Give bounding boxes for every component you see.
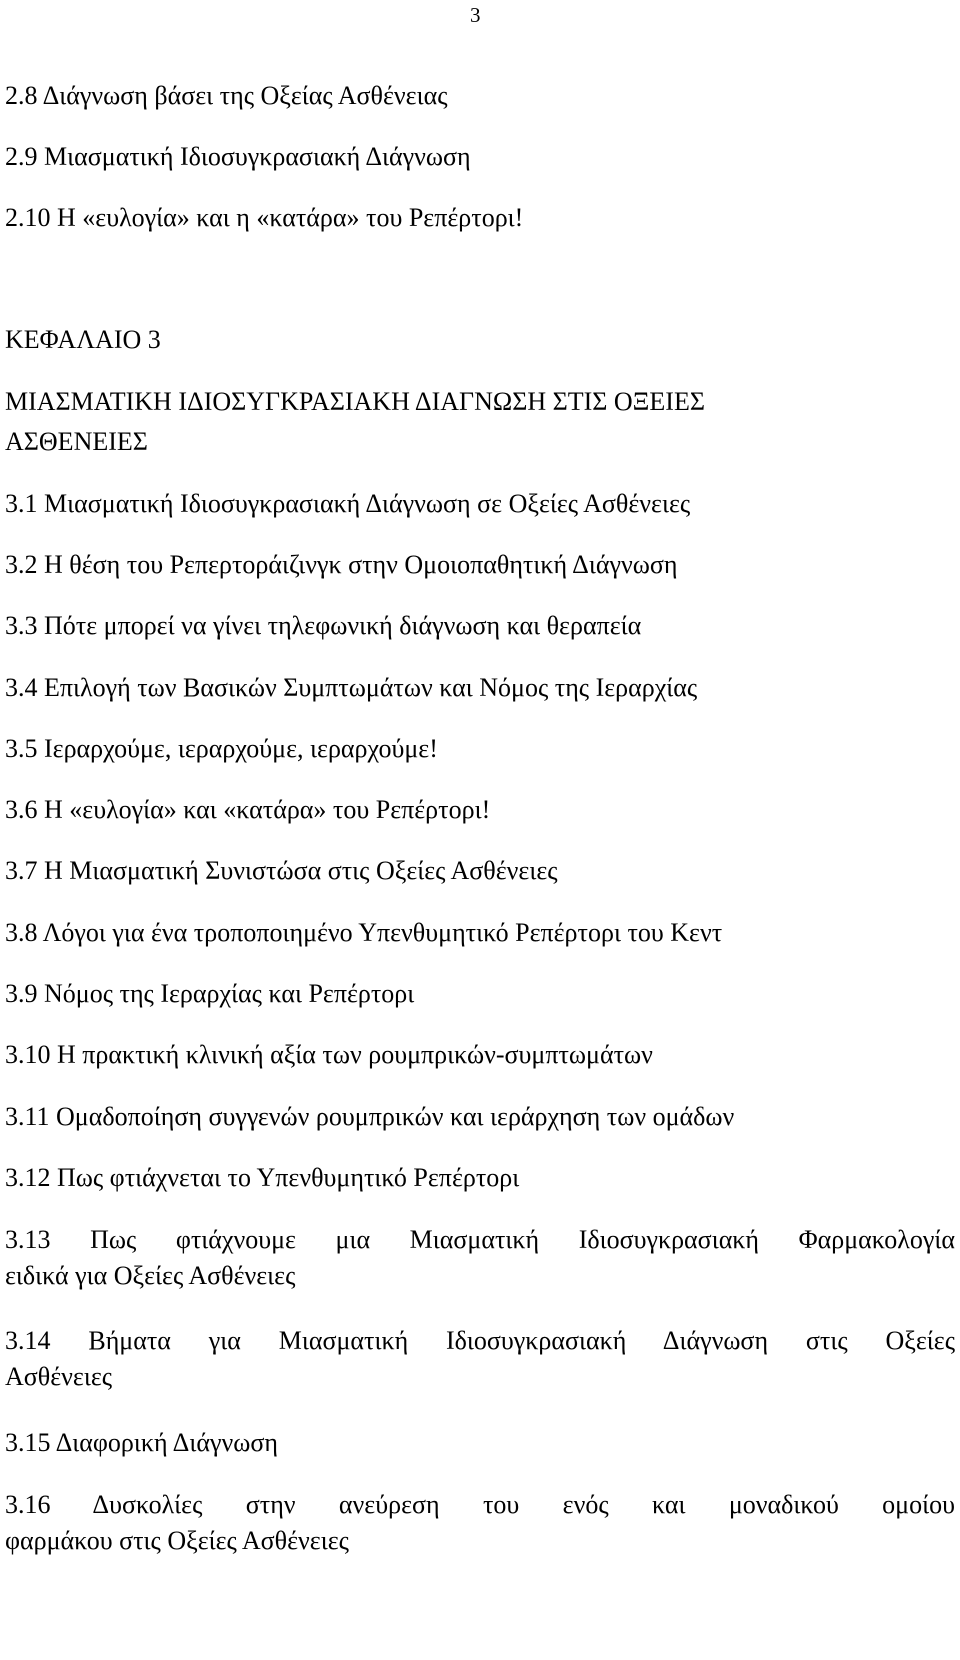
toc-item-3-3: 3.3 Πότε μπορεί να γίνει τηλεφωνική διάγνωση και θεραπεία [5, 611, 642, 640]
toc-item-3-7: 3.7 Η Μιασματική Συνιστώσα στις Οξείες Ασθένειες [5, 856, 558, 885]
toc-item-3-10: 3.10 Η πρακτική κλινική αξία των ρουμπρικών-συμπτωμάτων [5, 1040, 653, 1069]
toc-item-3-1: 3.1 Μιασματική Ιδιοσυγκρασιακή Διάγνωση σε Οξείες Ασθένειες [5, 489, 691, 518]
toc-item-3-15: 3.15 Διαφορική Διάγνωση [5, 1428, 278, 1457]
toc-item-3-4: 3.4 Επιλογή των Βασικών Συμπτωμάτων και Νόμος της Ιεραρχίας [5, 673, 698, 702]
toc-item-3-11: 3.11 Ομαδοποίηση συγγενών ρουμπρικών και ιεράρχηση των ομάδων [5, 1102, 735, 1131]
toc-item-3-14-line2: Ασθένειες [5, 1362, 113, 1391]
chapter-3-label: ΚΕΦΑΛΑΙΟ 3 [5, 325, 161, 354]
chapter-3-title-line1: ΜΙΑΣΜΑΤΙΚΗ ΙΔΙΟΣΥΓΚΡΑΣΙΑΚΗ ΔΙΑΓΝΩΣΗ ΣΤΙΣ ΟΞΕΙΕΣ [5, 387, 705, 416]
toc-item-3-13-line1: 3.13 Πως φτιάχνουμε μια Μιασματική Ιδιοσυγκρασιακή Φαρμακολογία [5, 1225, 955, 1254]
page-number: 3 [470, 3, 481, 27]
toc-item-2-9: 2.9 Μιασματική Ιδιοσυγκρασιακή Διάγνωση [5, 142, 471, 171]
toc-item-3-5: 3.5 Ιεραρχούμε, ιεραρχούμε, ιεραρχούμε! [5, 734, 438, 763]
toc-item-3-13 [5, 1222, 955, 1294]
toc-item-3-16 [5, 1487, 955, 1559]
toc-item-2-8: 2.8 Διάγνωση βάσει της Οξείας Ασθένειας [5, 81, 448, 110]
toc-item-3-13-line2: ειδικά για Οξείες Ασθένειες [5, 1261, 296, 1290]
toc-item-3-8: 3.8 Λόγοι για ένα τροποποιημένο Υπενθυμητικό Ρεπέρτορι του Κεντ [5, 918, 723, 947]
toc-item-3-14 [5, 1323, 955, 1395]
toc-item-3-9: 3.9 Νόμος της Ιεραρχίας και Ρεπέρτορι [5, 979, 415, 1008]
toc-item-3-2: 3.2 Η θέση του Ρεπερτοράιζινγκ στην Ομοιοπαθητική Διάγνωση [5, 550, 678, 579]
toc-item-3-16-line2: φαρμάκου στις Οξείες Ασθένειες [5, 1526, 349, 1555]
toc-item-3-14-line1: 3.14 Βήματα για Μιασματική Ιδιοσυγκρασιακή Διάγνωση στις Οξείες [5, 1326, 955, 1355]
toc-item-2-10: 2.10 Η «ευλογία» και η «κατάρα» του Ρεπέρτορι! [5, 203, 524, 232]
toc-item-3-6: 3.6 Η «ευλογία» και «κατάρα» του Ρεπέρτορι! [5, 795, 491, 824]
toc-item-3-12: 3.12 Πως φτιάχνεται το Υπενθυμητικό Ρεπέρτορι [5, 1163, 520, 1192]
toc-item-3-16-line1: 3.16 Δυσκολίες στην ανεύρεση του ενός και μοναδικού ομοίου [5, 1490, 955, 1519]
chapter-3-title-line2: ΑΣΘΕΝΕΙΕΣ [5, 427, 148, 456]
